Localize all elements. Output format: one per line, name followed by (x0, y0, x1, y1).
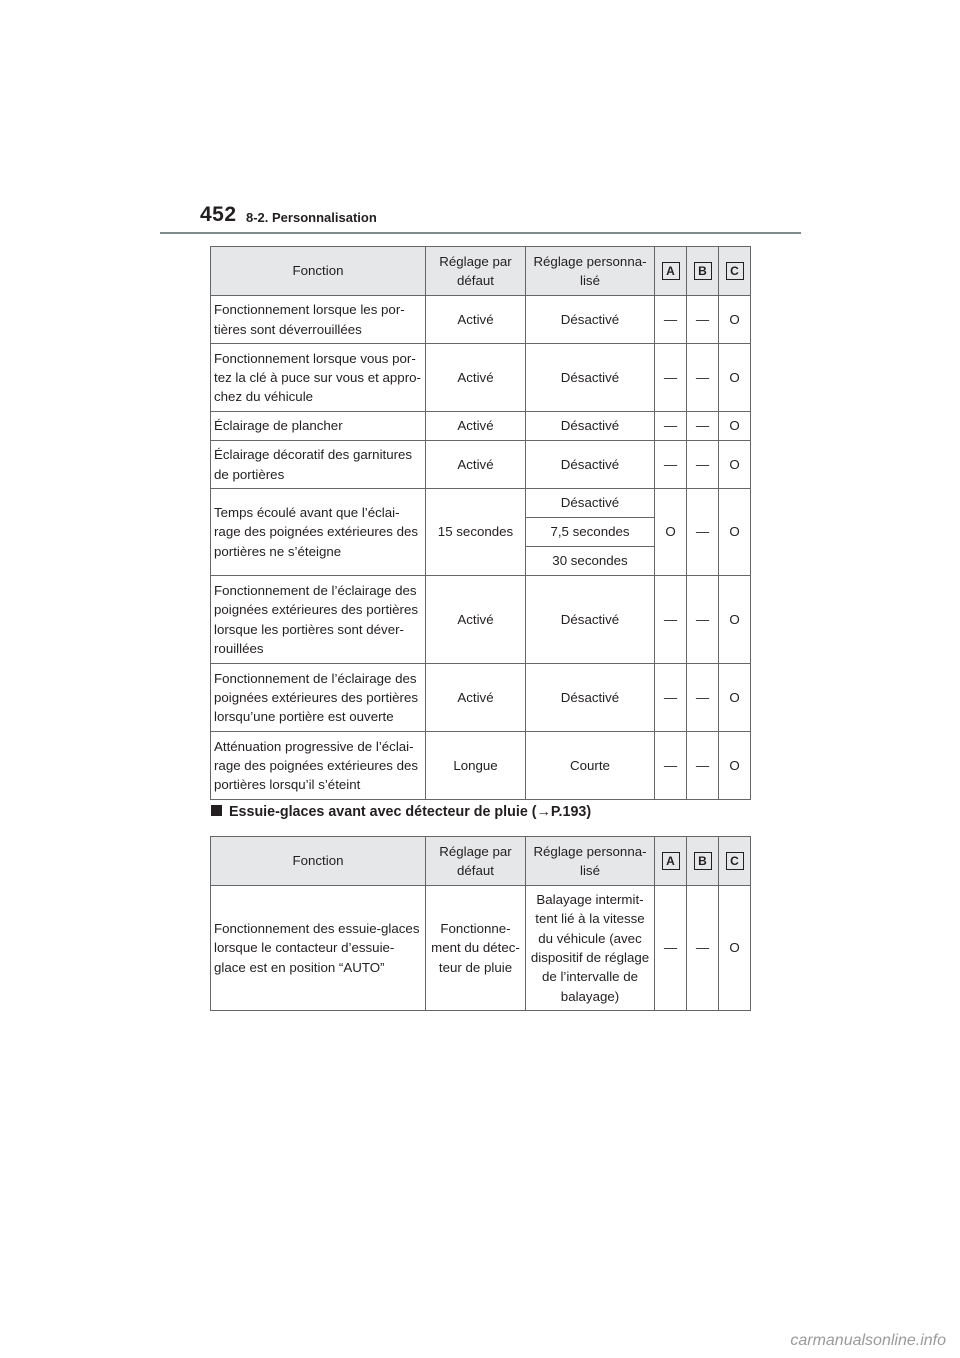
header-default: Réglage par défaut (426, 247, 526, 296)
square-bullet-icon (211, 805, 222, 816)
default-cell: Activé (426, 412, 526, 441)
badge-b: B (694, 852, 712, 870)
col-c-cell: O (719, 412, 751, 441)
page-reference-link[interactable]: P.193) (550, 804, 592, 820)
col-b-cell: — (687, 441, 719, 489)
custom-cell: Courte (526, 732, 655, 800)
col-a-cell: — (655, 344, 687, 412)
header-rule (160, 232, 801, 234)
default-cell: Activé (426, 296, 526, 344)
col-c-cell: O (719, 489, 751, 576)
table-row (211, 886, 751, 1011)
header-custom: Réglage personna- lisé (526, 837, 655, 886)
table-row (211, 441, 751, 489)
header-col-b (687, 247, 719, 296)
col-a-cell: — (655, 732, 687, 800)
default-cell: Activé (426, 441, 526, 489)
col-a-cell: — (655, 576, 687, 664)
col-a-cell: — (655, 296, 687, 344)
col-a-cell: — (655, 441, 687, 489)
function-cell: Fonctionnement de l’éclairage des poignées extérieures des portières lorsque les portières sont déver- rouillées (211, 576, 426, 664)
col-b-cell: — (687, 412, 719, 441)
custom-cell: Désactivé (526, 412, 655, 441)
header-col-c (719, 247, 751, 296)
col-a-cell: O (655, 489, 687, 576)
table-row (211, 664, 751, 732)
header-col-c (719, 837, 751, 886)
table-row (211, 576, 751, 664)
settings-table-lighting (210, 246, 751, 800)
section-title: 8-2. Personnalisation (246, 210, 377, 225)
col-b-cell: — (687, 886, 719, 1011)
settings-table-wipers (210, 836, 751, 1011)
header-function: Fonction (211, 837, 426, 886)
table-row (211, 732, 751, 800)
badge-b: B (694, 262, 712, 280)
default-cell: Longue (426, 732, 526, 800)
header-function: Fonction (211, 247, 426, 296)
col-b-cell: — (687, 732, 719, 800)
custom-option-cell: 7,5 secondes (526, 518, 655, 547)
col-c-cell: O (719, 664, 751, 732)
col-c-cell: O (719, 576, 751, 664)
default-cell: Activé (426, 344, 526, 412)
subsection-heading: Essuie-glaces avant avec détecteur de pluie (→P.193) (211, 804, 591, 820)
col-a-cell: — (655, 412, 687, 441)
function-cell: Fonctionnement des essuie-glaces lorsque le contacteur d’essuie- glace est en position “AUTO” (211, 886, 426, 1011)
table-header-row (211, 247, 751, 296)
default-cell: 15 secondes (426, 489, 526, 576)
badge-a: A (662, 262, 680, 280)
function-cell: Atténuation progressive de l’éclai- rage des poignées extérieures des portières lorsqu’il s’éteint (211, 732, 426, 800)
header-default: Réglage par défaut (426, 837, 526, 886)
col-a-cell: — (655, 886, 687, 1011)
custom-cell: Balayage intermit- tent lié à la vitesse du véhicule (avec dispositif de réglage de l’intervalle de balayage) (526, 886, 655, 1011)
col-b-cell: — (687, 576, 719, 664)
custom-cell: Désactivé (526, 441, 655, 489)
function-cell: Fonctionnement lorsque vous por- tez la clé à puce sur vous et appro- chez du véhicule (211, 344, 426, 412)
col-b-cell: — (687, 296, 719, 344)
custom-cell: Désactivé (526, 344, 655, 412)
function-cell: Éclairage de plancher (211, 412, 426, 441)
table-row (211, 412, 751, 441)
function-cell: Temps écoulé avant que l’éclai- rage des poignées extérieures des portières ne s’éteigne (211, 489, 426, 576)
col-b-cell: — (687, 664, 719, 732)
col-b-cell: — (687, 344, 719, 412)
page-number: 452 (200, 203, 237, 226)
function-cell: Fonctionnement de l’éclairage des poignées extérieures des portières lorsqu’une portière est ouverte (211, 664, 426, 732)
badge-c: C (726, 262, 744, 280)
badge-c: C (726, 852, 744, 870)
header-col-a (655, 247, 687, 296)
table-row (211, 344, 751, 412)
function-cell: Éclairage décoratif des garnitures de portières (211, 441, 426, 489)
col-c-cell: O (719, 296, 751, 344)
badge-a: A (662, 852, 680, 870)
table-header-row (211, 837, 751, 886)
col-a-cell: — (655, 664, 687, 732)
table-row (211, 296, 751, 344)
header-col-a (655, 837, 687, 886)
custom-option-cell: 30 secondes (526, 547, 655, 576)
header-custom: Réglage personna- lisé (526, 247, 655, 296)
custom-cell: Désactivé (526, 576, 655, 664)
header-col-b (687, 837, 719, 886)
col-c-cell: O (719, 886, 751, 1011)
default-cell: Fonctionne- ment du détec- teur de pluie (426, 886, 526, 1011)
col-c-cell: O (719, 732, 751, 800)
col-c-cell: O (719, 344, 751, 412)
col-b-cell: — (687, 489, 719, 576)
table-row (211, 489, 751, 518)
function-cell: Fonctionnement lorsque les por- tières sont déverrouillées (211, 296, 426, 344)
default-cell: Activé (426, 576, 526, 664)
col-c-cell: O (719, 441, 751, 489)
arrow-icon: → (536, 804, 551, 820)
custom-option-cell: Désactivé (526, 489, 655, 518)
custom-cell: Désactivé (526, 664, 655, 732)
default-cell: Activé (426, 664, 526, 732)
custom-cell: Désactivé (526, 296, 655, 344)
watermark: carmanualsonline.info (790, 1332, 946, 1349)
